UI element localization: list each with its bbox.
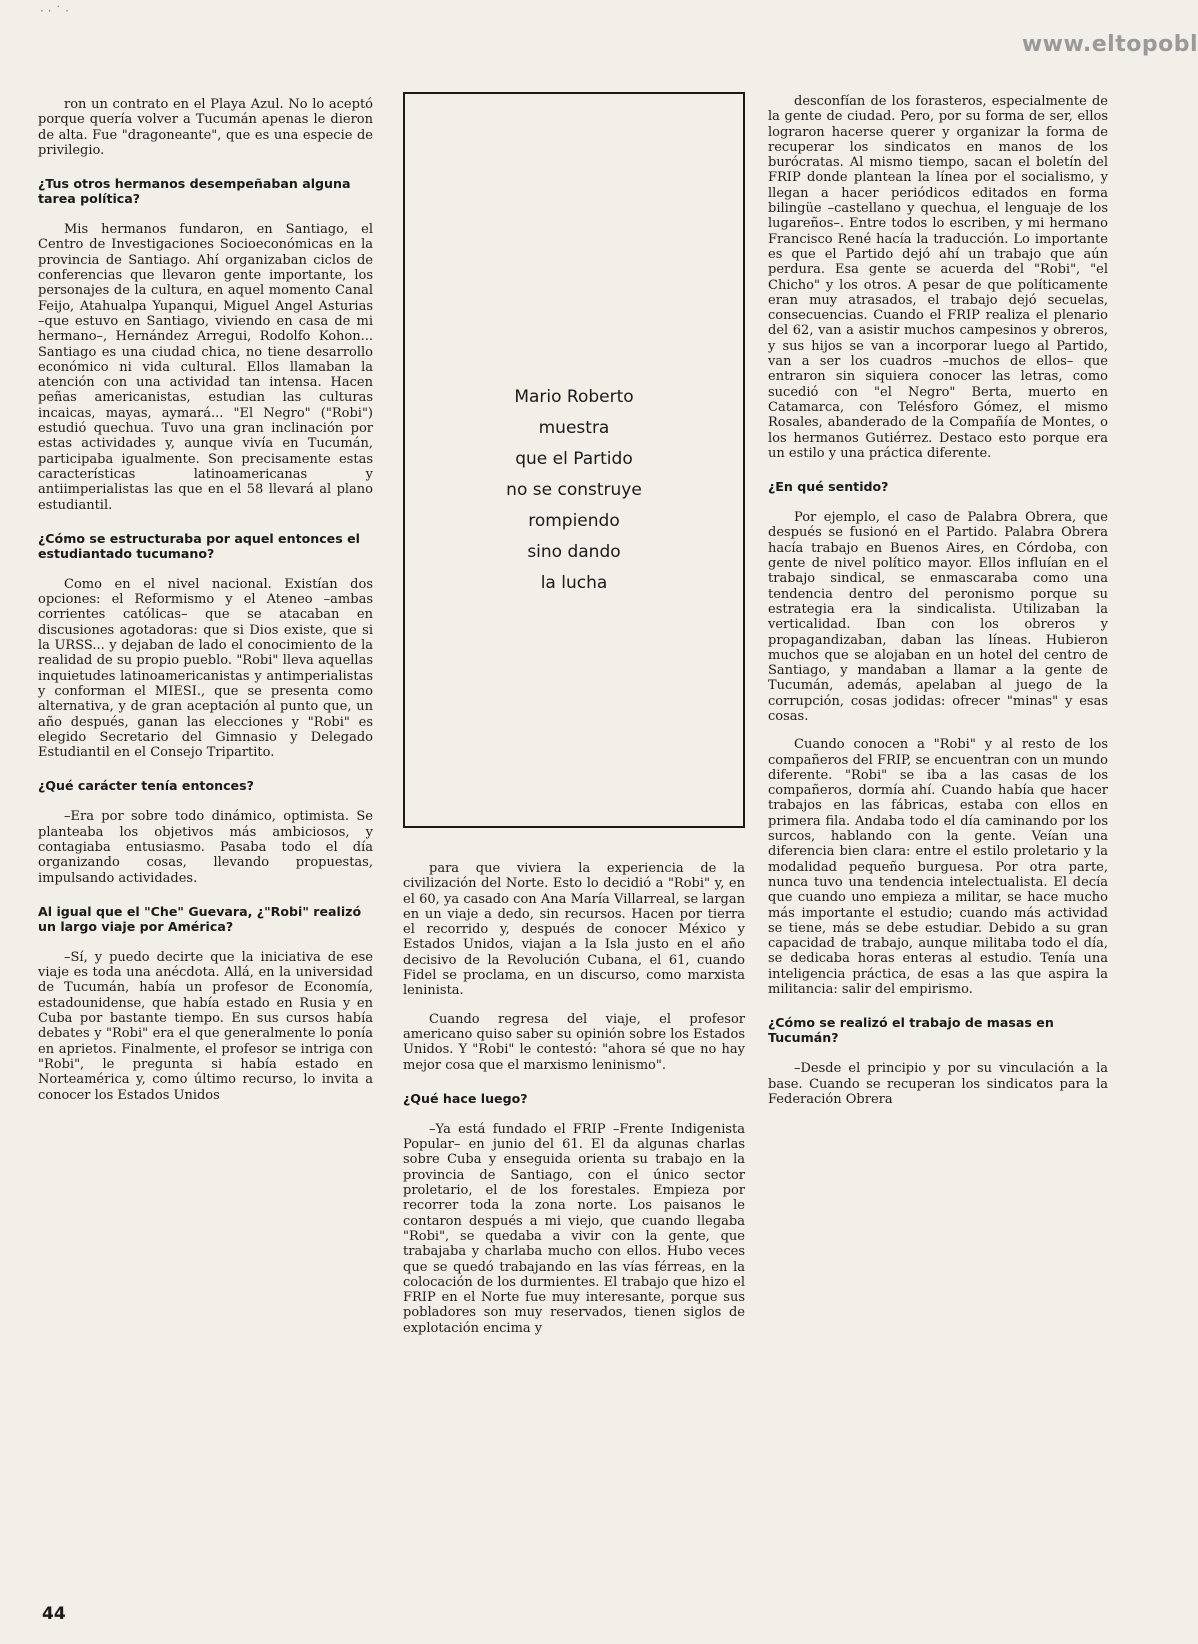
interview-paragraph: Mis hermanos fundaron, en Santiago, el Centro de Investigaciones Socioeconómicas en la provincia de Santiago. Ahí organizaban ciclos de conferencias que llevaron gente importante, los personajes de la cultura, en aquel momento Canal Feijo, Atahualpa Yupanqui, Miguel Angel Asturias –que estuvo en Santiago, viviendo en casa de mi hermano–, Hernández Arregui, Rodolfo Kohon... Santiago es una ciudad chica, no tiene desarrollo económico ni vida cultural. Ellos llamaban la atención con una actividad tan intensa. Hacen peñas americanistas, estudian las culturas incaicas, mayas, aymará... "El Negro" ("Robi") estudió quechua. Tuvo una gran inclinación por estas actividades y, aunque vivía en Tucumán, participaba igualmente. Son precisamente estas características latinoamericanas y antiimperialistas las que en el 58 llevará al plano estudiantil. [38,222,373,513]
interview-paragraph: Cuando regresa del viaje, el profesor americano quiso saber su opinión sobre los Estados Unidos. Y "Robi" le contestó: "ahora sé que no hay mejor cosa que el marxismo leninismo". [403,1011,745,1073]
interview-paragraph: –Ya está fundado el FRIP –Frente Indigenista Popular– en junio del 61. El da algunas charlas sobre Cuba y enseguida orienta su trabajo en la provincia de Santiago, con el único sector proletario, el de los forestales. Empieza por recorrer toda la zona norte. Los paisanos le contaron después a mi viejo, que cuando llegaba "Robi", se quedaba a vivir con la gente, que trabajaba y charlaba mucho con ellos. Hubo veces que se quedó trabajando en las vías férreas, en la colocación de los durmientes. El trabajo que hizo el FRIP en el Norte fue muy interesante, porque sus pobladores son muy reservados, tienen siglos de explotación encima y [403,1121,745,1336]
interview-question: Al igual que el "Che" Guevara, ¿"Robi" realizó un largo viaje por América? [38,903,362,934]
interview-paragraph: Cuando conocen a "Robi" y al resto de los compañeros del FRIP, se encuentran con un mundo diferente. "Robi" se iba a las casas de los compañeros, dormía ahí. Cuando había que hacer trabajos en las fábricas, estaba con ellos en primera fila. Andaba todo el día caminando por los surcos, hablando con la gente. Veían una diferencia bien clara: entre el estilo proletario y la modalidad pequeño burguesa. Por otra parte, nunca tuvo una tendencia intelectualista. El decía que cuando uno empieza a militar, se hace mucho más importante el estudio; cuando más actividad se tiene, más se debe estudiar. Debido a su gran capacidad de trabajo, aunque militaba todo el día, se dedicaba horas enteras al estudio. Tenía una inteligencia práctica, de esas a las que aspira la militancia: salir del empirismo. [768,737,1108,998]
interview-paragraph: –Sí, y puedo decirte que la iniciativa de ese viaje es toda una anécdota. Allá, en la universidad de Tucumán, había un profesor de Economía, estadounidense, que había estado en Rusia y en Cuba por bastante tiempo. En sus cursos había debates y "Robi" era el que generalmente lo ponía en aprietos. Finalmente, el profesor se intriga con "Robi", le pregunta si había estado en Norteamérica y, como último recurso, lo invita a conocer los Estados Unidos [38,949,373,1103]
interview-paragraph: para que viviera la experiencia de la civilización del Norte. Esto lo decidió a "Robi" y, en el 60, ya casado con Ana María Villarreal, se largan en un viaje a dedo, sin recursos. Hacen por tierra el recorrido y, después de conocer México y Estados Unidos, viajan a la Isla justo en el año decisivo de la Revolución Cubana, el 61, cuando Fidel se proclama, en un discurso, como marxista leninista. [403,861,745,999]
pull-quote-box [403,92,745,828]
interview-paragraph: Por ejemplo, el caso de Palabra Obrera, que después se fusionó en el Partido. Palabra Obrera hacía trabajo en Buenos Aires, en Córdoba, con gente de nivel político mayor. Ellos influían en el trabajo sindical, se enmascaraba como una tendencia dentro del peronismo porque su estrategia era la sindicalista. Utilizaban la verticalidad. Iban con los obreros y propagandizaban, daban las líneas. Hubieron muchos que se alojaban en un hotel del centro de Santiago, y mandaban a llamar a la gente de Tucumán, además, apelaban al juego de la corrupción, cosas jodidas: ofrecer "minas" y esas cosas. [768,510,1108,724]
site-watermark: www.eltopobl [1021,32,1198,57]
interview-paragraph: desconfían de los forasteros, especialmente de la gente de ciudad. Pero, por su forma de ser, ellos lograron hacerse querer y organizar la forma de recuperar los sindicatos en manos de los burócratas. Al mismo tiempo, sacan el boletín del FRIP donde plantean la línea por el socialismo, y llegan a hacer periódicos editados en forma bilingüe –castellano y quechua, el lenguaje de los lugareños–. Entre todos lo escriben, y mi hermano Francisco René hacía la traducción. Lo importante es que el Partido dejó ahí un trabajo que aún perdura. Esa gente se acuerda del "Robi", "el Chicho" y los otros. A pesar de que políticamente eran muy atrasados, el trabajo dejó secuelas, consecuencias. Cuando el FRIP realiza el plenario del 62, van a asistir muchos campesinos y obreros, y sus hijos se van a incorporar luego al Partido, van a ser los cuadros –muchos de ellos– que entraron sin siquiera conocer las letras, como sucedió con "el Negro" Berta, muerto en Catamarca, con Telésforo Gómez, el mismo Rosales, abanderado de la Compañía de Montes, o los hermanos Gutiérrez. Destaco esto porque era un estilo y una práctica diferente. [768,94,1108,461]
interview-paragraph: ron un contrato en el Playa Azul. No lo aceptó porque quería volver a Tucumán apenas le dieron de alta. Fue "dragoneante", que es una especie de privilegio. [38,97,373,158]
text-column-right [768,94,1108,1120]
interview-paragraph: –Desde el principio y por su vinculación a la base. Cuando se recuperan los sindicatos para la Federación Obrera [768,1061,1108,1107]
page-number: 44 [42,1604,66,1624]
interview-paragraph: –Era por sobre todo dinámico, optimista. Se planteaba los objetivos más ambiciosos, y contagiaba entusiasmo. Pasaba todo el día organizando cosas, llevando propuestas, impulsando actividades. [38,809,373,886]
interview-question: ¿Cómo se estructuraba por aquel entonces el estudiantado tucumano? [38,530,360,561]
text-column-left [38,97,373,1116]
interview-question: ¿Cómo se realizó el trabajo de masas en Tucumán? [768,1015,1054,1046]
interview-paragraph: Como en el nivel nacional. Existían dos opciones: el Reformismo y el Ateneo –ambas corrientes católicas– que se atacaban en discusiones agotadoras: que si Dios existe, que si la URSS... y dejaban de lado el conocimiento de la realidad de su propio pueblo. "Robi" lleva aquellas inquietudes latinoamericanistas y antimperialistas y conforman el MIESI., que se presenta como alternativa, y de gran aceptación al punto que, un año después, ganan las elecciones y "Robi" es elegido Secretario del Gimnasio y Delegado Estudiantil en el Consejo Tripartito. [38,576,373,761]
interview-question: ¿Qué carácter tenía entonces? [38,778,254,794]
interview-question: ¿Qué hace luego? [403,1090,528,1106]
text-column-middle [403,861,745,1349]
interview-question: ¿Tus otros hermanos desempeñaban alguna tarea política? [38,176,351,207]
interview-question: ¿En qué sentido? [768,479,889,495]
pull-quote: Mario Roberto muestra que el Partido no se construye rompiendo sino dando la lucha [506,386,642,593]
print-specks: · · ˙ · [40,4,69,18]
